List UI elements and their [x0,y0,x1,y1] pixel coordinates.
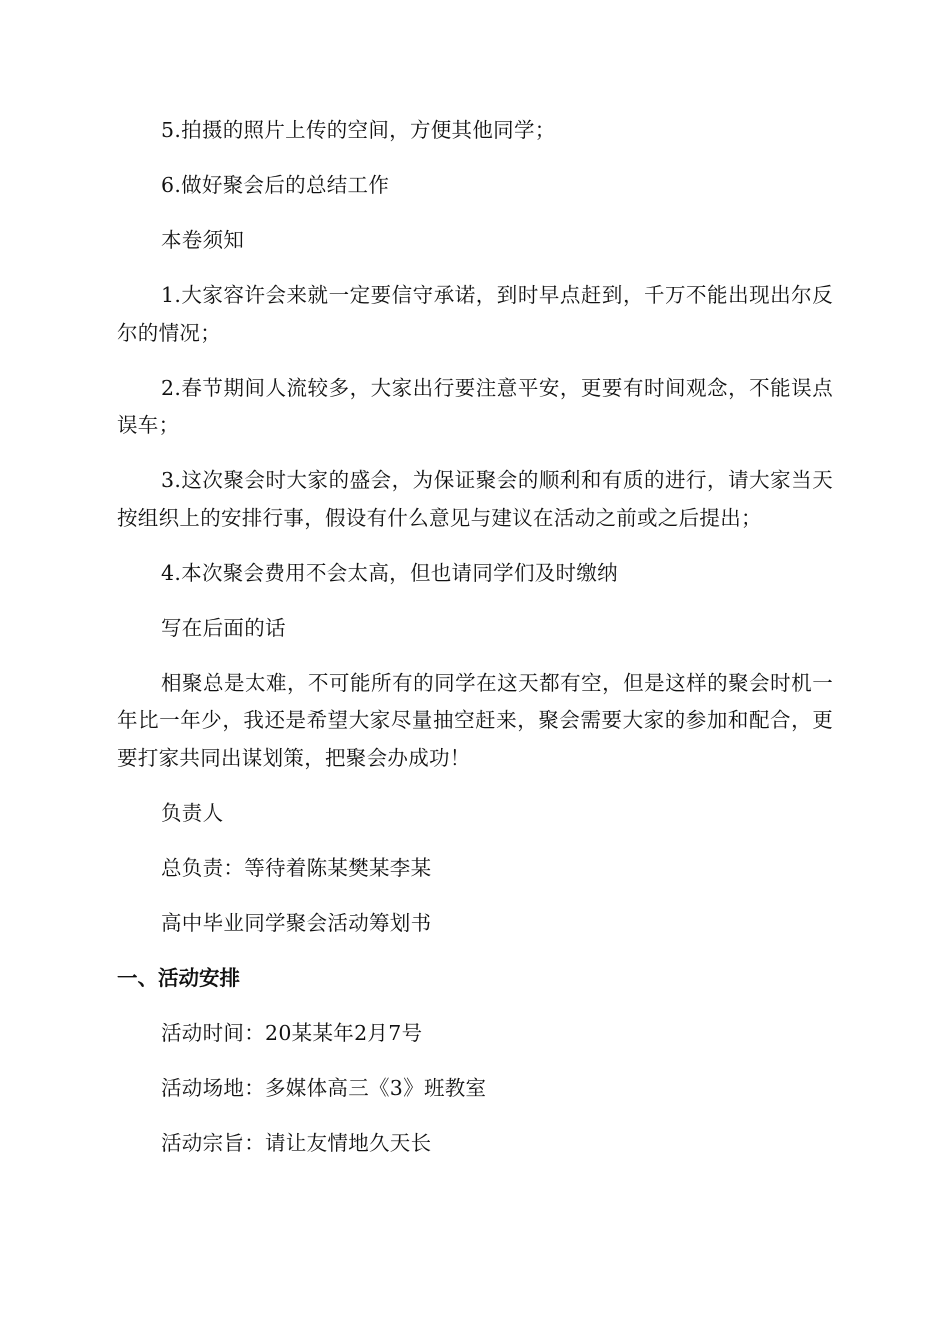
list-item-6: 6.做好聚会后的总结工作 [161,173,390,197]
responsible-heading: 负责人 [161,800,224,825]
responsible-line: 总负责：等待着陈某樊某李某 [161,855,432,880]
notice-item-2: 2.春节期间人流较多，大家出行要注意平安，更要有时间观念，不能误点误车； [117,375,833,437]
plan-title: 高中毕业同学聚会活动筹划书 [161,910,432,935]
activity-purpose: 活动宗旨：请让友情地久天长 [161,1130,432,1155]
afterword-paragraph: 相聚总是太难，不可能所有的同学在这天都有空，但是这样的聚会时机一年比一年少，我还是希望大家尽量抽空赶来，聚会需要大家的参加和配合，更要打家共同出谋划策，把聚会办成功！ [117,670,833,770]
afterword-heading: 写在后面的话 [161,615,286,640]
section-heading: 一、活动安排 [117,965,240,990]
activity-time: 活动时间：20某某年2月7号 [161,1020,423,1045]
document-body [117,112,833,1180]
notice-item-1: 1.大家容许会来就一定要信守承诺，到时早点赶到，千万不能出现出尔反尔的情况； [117,283,833,345]
notice-item-3: 3.这次聚会时大家的盛会，为保证聚会的顺利和有质的进行，请大家当天按组织上的安排行事，假设有什么意见与建议在活动之前或之后提出； [117,468,833,530]
list-item-5: 5.拍摄的照片上传的空间，方便其他同学； [161,118,556,142]
notice-item-4: 4.本次聚会费用不会太高，但也请同学们及时缴纳 [161,560,618,585]
notice-heading: 本卷须知 [161,228,245,252]
activity-venue: 活动场地：多媒体高三《3》班教室 [161,1075,487,1100]
